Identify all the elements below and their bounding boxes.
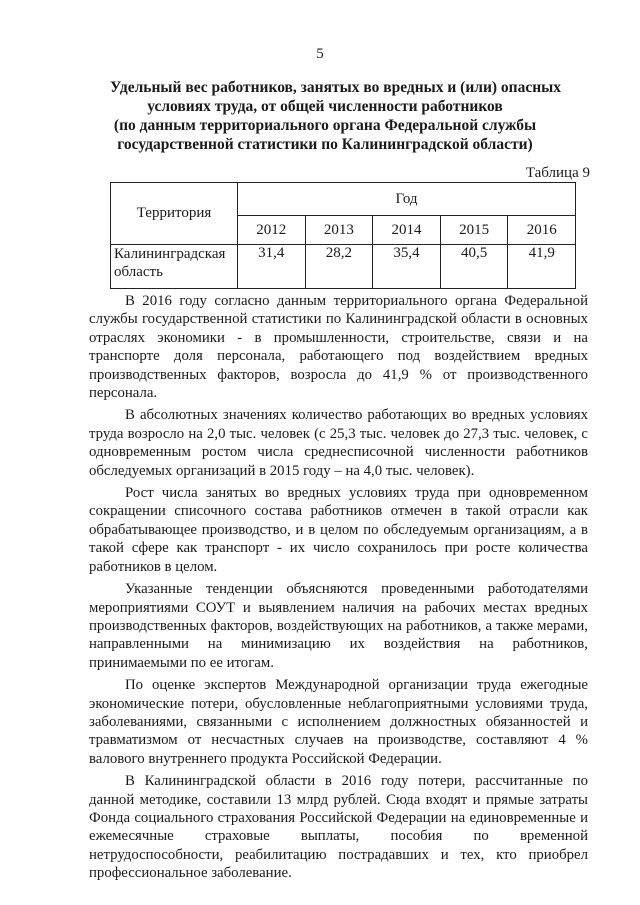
paragraph: В абсолютных значениях количество работающих во вредных условиях труда возросло на 2,0 тыс. человек (с 25,3 тыс. человек до 27,3 тыс. человек, с одновременным ростом числа среднесписочной численности работников обследуемых организаций в 2015 году – на 4,0 тыс. человек).: [89, 407, 588, 479]
page-number: 5: [316, 46, 324, 62]
year-cell: 2015: [440, 216, 508, 245]
value-cell: 40,5: [440, 245, 508, 289]
year-cell: 2014: [373, 216, 441, 245]
value-cell: 41,9: [508, 245, 576, 289]
paragraph: Рост числа занятых во вредных условиях труда при одновременном сокращении списочного состава работников отмечен в такой отрасли как обрабатывающее производство, и в целом по обследуемым организациям, а в такой сфере как транспорт - их число сохранилось при росте количества работников в целом.: [89, 485, 588, 575]
value-cell: 31,4: [238, 245, 306, 289]
table-row: [111, 245, 576, 289]
paragraph: По оценке экспертов Международной организации труда ежегодные экономические потери, обусловленные неблагоприятными условиями труда, заболеваниями, связанными с исполнением должностных обязанностей и травматизмом от несчастных случаев на производстве, составляют 4 % валового внутреннего продукта Российской Федерации.: [89, 677, 588, 767]
title-line: (по данным территориального органа Федеральной службы: [113, 117, 537, 134]
paragraph: Указанные тенденции объясняются проведенными работодателями мероприятиями СОУТ и выявлением наличия на рабочих местах вредных производственных факторов, воздействующих на работников, а также мерами, направленными на минимизацию их воздействия на работников, принимаемыми по ее итогам.: [89, 581, 588, 671]
table-label: Таблица 9: [525, 165, 590, 181]
title-line: условиях труда, от общей численности работников: [147, 98, 503, 115]
year-cell: 2016: [508, 216, 576, 245]
title-line: Удельный вес работников, занятых во вредных и (или) опасных: [110, 79, 562, 96]
paragraph: В 2016 году согласно данным территориального органа Федеральной службы государственной статистики по Калининградской области в основных отраслях экономики - в промышленности, строительстве, связи и на транспорте доля персонала, работающего под воздействием вредных производственных факторов, возросла до 41,9 % от производственного персонала.: [89, 293, 588, 402]
table-header-row: [111, 183, 576, 216]
year-header: Год: [238, 183, 576, 216]
paragraph: В Калининградской области в 2016 году потери, рассчитанные по данной методике, составили 13 млрд рублей. Сюда входят и прямые затраты Фонда социального страхования Российской Федерации на единовременные и ежемесячные страховые выплаты, пособия по временной нетрудоспособности, реабилитацию пострадавших и тех, кто приобрел профессиональное заболевание.: [89, 773, 588, 882]
document-title: [110, 78, 562, 154]
statistics-table: [110, 182, 576, 289]
title-line: государственной статистики по Калининградской области): [117, 136, 533, 153]
value-cell: 28,2: [305, 245, 373, 289]
body-text: [89, 292, 588, 887]
value-cell: 35,4: [373, 245, 441, 289]
territory-header: Территория: [111, 183, 238, 245]
year-cell: 2012: [238, 216, 306, 245]
territory-cell: Калининградская область: [111, 245, 238, 289]
year-cell: 2013: [305, 216, 373, 245]
